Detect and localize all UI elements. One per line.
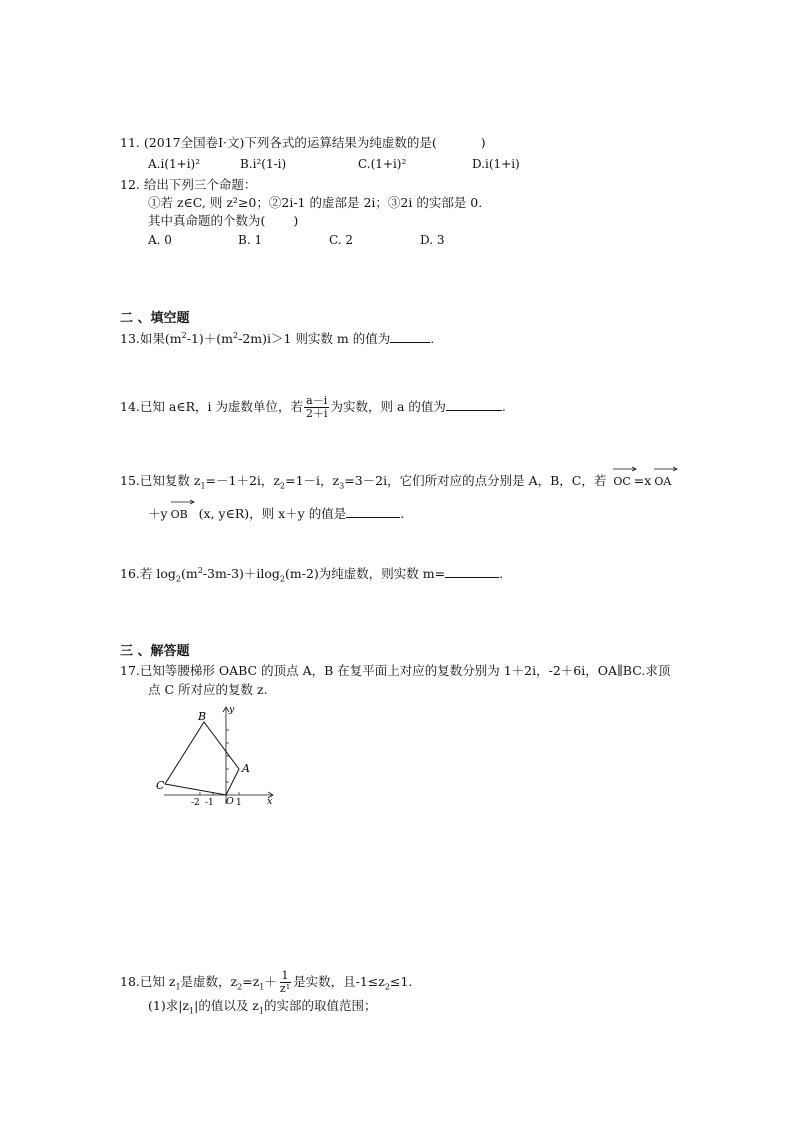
question-number: 17. — [120, 663, 140, 678]
question-number: 12. — [120, 177, 140, 192]
question-15-line-1 — [120, 468, 674, 490]
question-15-line-2 — [148, 501, 404, 523]
q15-sub: 1 — [200, 481, 206, 491]
q18-fraction — [278, 970, 292, 995]
question-13 — [120, 330, 434, 347]
point-label-c: C — [156, 779, 165, 792]
question-stem: (2017全国卷Ⅰ·文)下列各式的运算结果为纯虚数的是( — [143, 135, 437, 150]
trapezoid-figure — [150, 700, 280, 810]
fraction-denominator: 2＋i — [305, 407, 328, 420]
q16-text: -3m-3)＋ilog — [202, 566, 280, 581]
answer-blank[interactable] — [445, 565, 499, 578]
q18-text: 是虚数，z — [180, 974, 238, 989]
q14-fraction — [304, 395, 330, 420]
q18-part-text: |的值以及 z — [194, 998, 259, 1013]
q16-end: . — [499, 566, 504, 581]
x-axis-label: x — [267, 796, 273, 807]
q13-text: 如果(m — [139, 331, 182, 346]
q15-sub: 3 — [339, 481, 345, 491]
q16-sub: 2 — [175, 574, 181, 584]
q11-option-d[interactable]: D.i(1+i) — [472, 157, 520, 171]
question-12 — [120, 177, 256, 193]
question-18-part-1 — [148, 998, 377, 1014]
q18-text: ＋ — [264, 974, 277, 989]
fraction-numerator: 1 — [281, 969, 289, 982]
question-number: 13. — [120, 331, 140, 346]
q16-text: (m-2)为纯虚数，则实数 m= — [285, 566, 446, 581]
answer-blank[interactable] — [446, 398, 502, 411]
q15-text: ＋y — [148, 506, 168, 521]
question-18 — [120, 970, 412, 995]
answer-blank[interactable] — [390, 330, 430, 343]
q15-text: =1－i，z — [285, 473, 340, 488]
q12-option-b[interactable]: B. 1 — [238, 233, 263, 247]
q15-end: . — [400, 506, 405, 521]
q18-text: =z — [242, 974, 260, 989]
vector-label: OA — [654, 475, 672, 488]
vector-label: OB — [170, 508, 188, 521]
question-11 — [120, 135, 486, 151]
trapezoid-oabc — [165, 722, 239, 795]
q11-option-b[interactable]: B.i²(1-i) — [240, 157, 287, 171]
tick-label-minus-2: -2 — [191, 798, 200, 808]
q13-text: -1)＋(m — [186, 331, 234, 346]
point-label-a: A — [242, 762, 250, 775]
point-label-b: B — [198, 710, 207, 723]
q15-text: =3－2i，它们所对应的点分别是 A，B，C，若 — [344, 473, 607, 488]
q11-option-a[interactable]: A.i(1+i)² — [148, 157, 201, 171]
q18-sub: 1 — [175, 982, 181, 992]
vector-arrow-icon — [611, 466, 639, 472]
q16-sub: 2 — [279, 574, 286, 584]
vector-oa — [654, 468, 671, 490]
question-14 — [120, 395, 506, 420]
q13-end: . — [430, 331, 435, 346]
question-stem: 给出下列三个命题： — [143, 177, 257, 192]
q18-text: 已知 z — [139, 974, 176, 989]
question-number: 11. — [120, 135, 140, 150]
q13-text: -2m)i＞1 则实数 m 的值为 — [238, 331, 391, 346]
tick-label-minus-1: -1 — [205, 798, 214, 808]
q15-text: 已知复数 z — [139, 473, 201, 488]
q18-sub: 2 — [384, 982, 390, 992]
question-number: 18. — [120, 974, 140, 989]
tick-label-1: 1 — [236, 798, 242, 808]
q18-part-text: 的实部的取值范围； — [263, 998, 377, 1013]
q18-sub: 1 — [189, 1006, 195, 1016]
q12-question-text: 其中真命题的个数为( — [148, 213, 266, 228]
vector-arrow-icon — [652, 466, 680, 472]
q12-propositions: ①若 z∈C, 则 z²≥0；②2i-1 的虚部是 2i；③2i 的实部是 0. — [148, 195, 483, 210]
origin-label: O — [226, 796, 234, 807]
q13-sup: 2 — [181, 330, 187, 340]
q18-part-text: (1)求|z — [148, 998, 190, 1013]
y-axis-label: y — [229, 704, 235, 715]
q17-text: 已知等腰梯形 OABC 的顶点 A，B 在复平面上对应的复数分别为 1＋2i，-2＋6i，OA∥BC.求顶 — [139, 663, 671, 678]
answer-blank[interactable] — [346, 505, 400, 518]
q12-question — [148, 213, 298, 229]
section-heading-fill-in: 二 、填空题 — [120, 311, 190, 326]
q18-sub: 2 — [237, 982, 243, 992]
q16-text: 若 log — [139, 566, 176, 581]
paren-close: ) — [293, 213, 299, 228]
q14-text: 已知 a∈R，i 为虚数单位，若 — [139, 399, 303, 414]
q12-option-d[interactable]: D. 3 — [420, 233, 445, 247]
fraction-denominator: z¹ — [279, 982, 291, 995]
q18-text: 是实数，且-1≤z — [293, 974, 385, 989]
q18-sub: 1 — [259, 982, 265, 992]
q18-text: ≤1. — [389, 974, 413, 989]
vector-ob — [171, 501, 188, 523]
question-number: 16. — [120, 566, 140, 581]
question-16 — [120, 565, 503, 582]
q15-sub: 2 — [280, 481, 286, 491]
q13-sup: 2 — [233, 330, 239, 340]
section-heading-solve: 三 、解答题 — [120, 644, 190, 659]
q12-option-a[interactable]: A. 0 — [148, 233, 172, 247]
vector-arrow-icon — [169, 499, 197, 505]
question-17-line-1 — [120, 663, 670, 679]
vector-oc — [613, 468, 630, 490]
q14-text: 为实数，则 a 的值为 — [330, 399, 446, 414]
q15-text: =x — [633, 473, 652, 488]
question-17-line-2: 点 C 所对应的复数 z. — [148, 682, 268, 697]
q16-text: (m — [180, 566, 198, 581]
q14-end: . — [501, 399, 506, 414]
question-number: 14. — [120, 399, 140, 414]
paren-close: ) — [480, 135, 486, 150]
question-number: 15. — [120, 473, 140, 488]
q18-sub: 1 — [258, 1006, 264, 1016]
q12-option-c[interactable]: C. 2 — [329, 233, 354, 247]
q11-option-c[interactable]: C.(1+i)² — [358, 157, 407, 171]
q15-text: (x, y∈R)，则 x＋y 的值是 — [198, 506, 347, 521]
vector-label: OC — [613, 475, 631, 488]
q16-sup: 2 — [197, 565, 203, 575]
q15-text: =－1＋2i，z — [205, 473, 281, 488]
fraction-numerator: a－i — [306, 394, 328, 407]
